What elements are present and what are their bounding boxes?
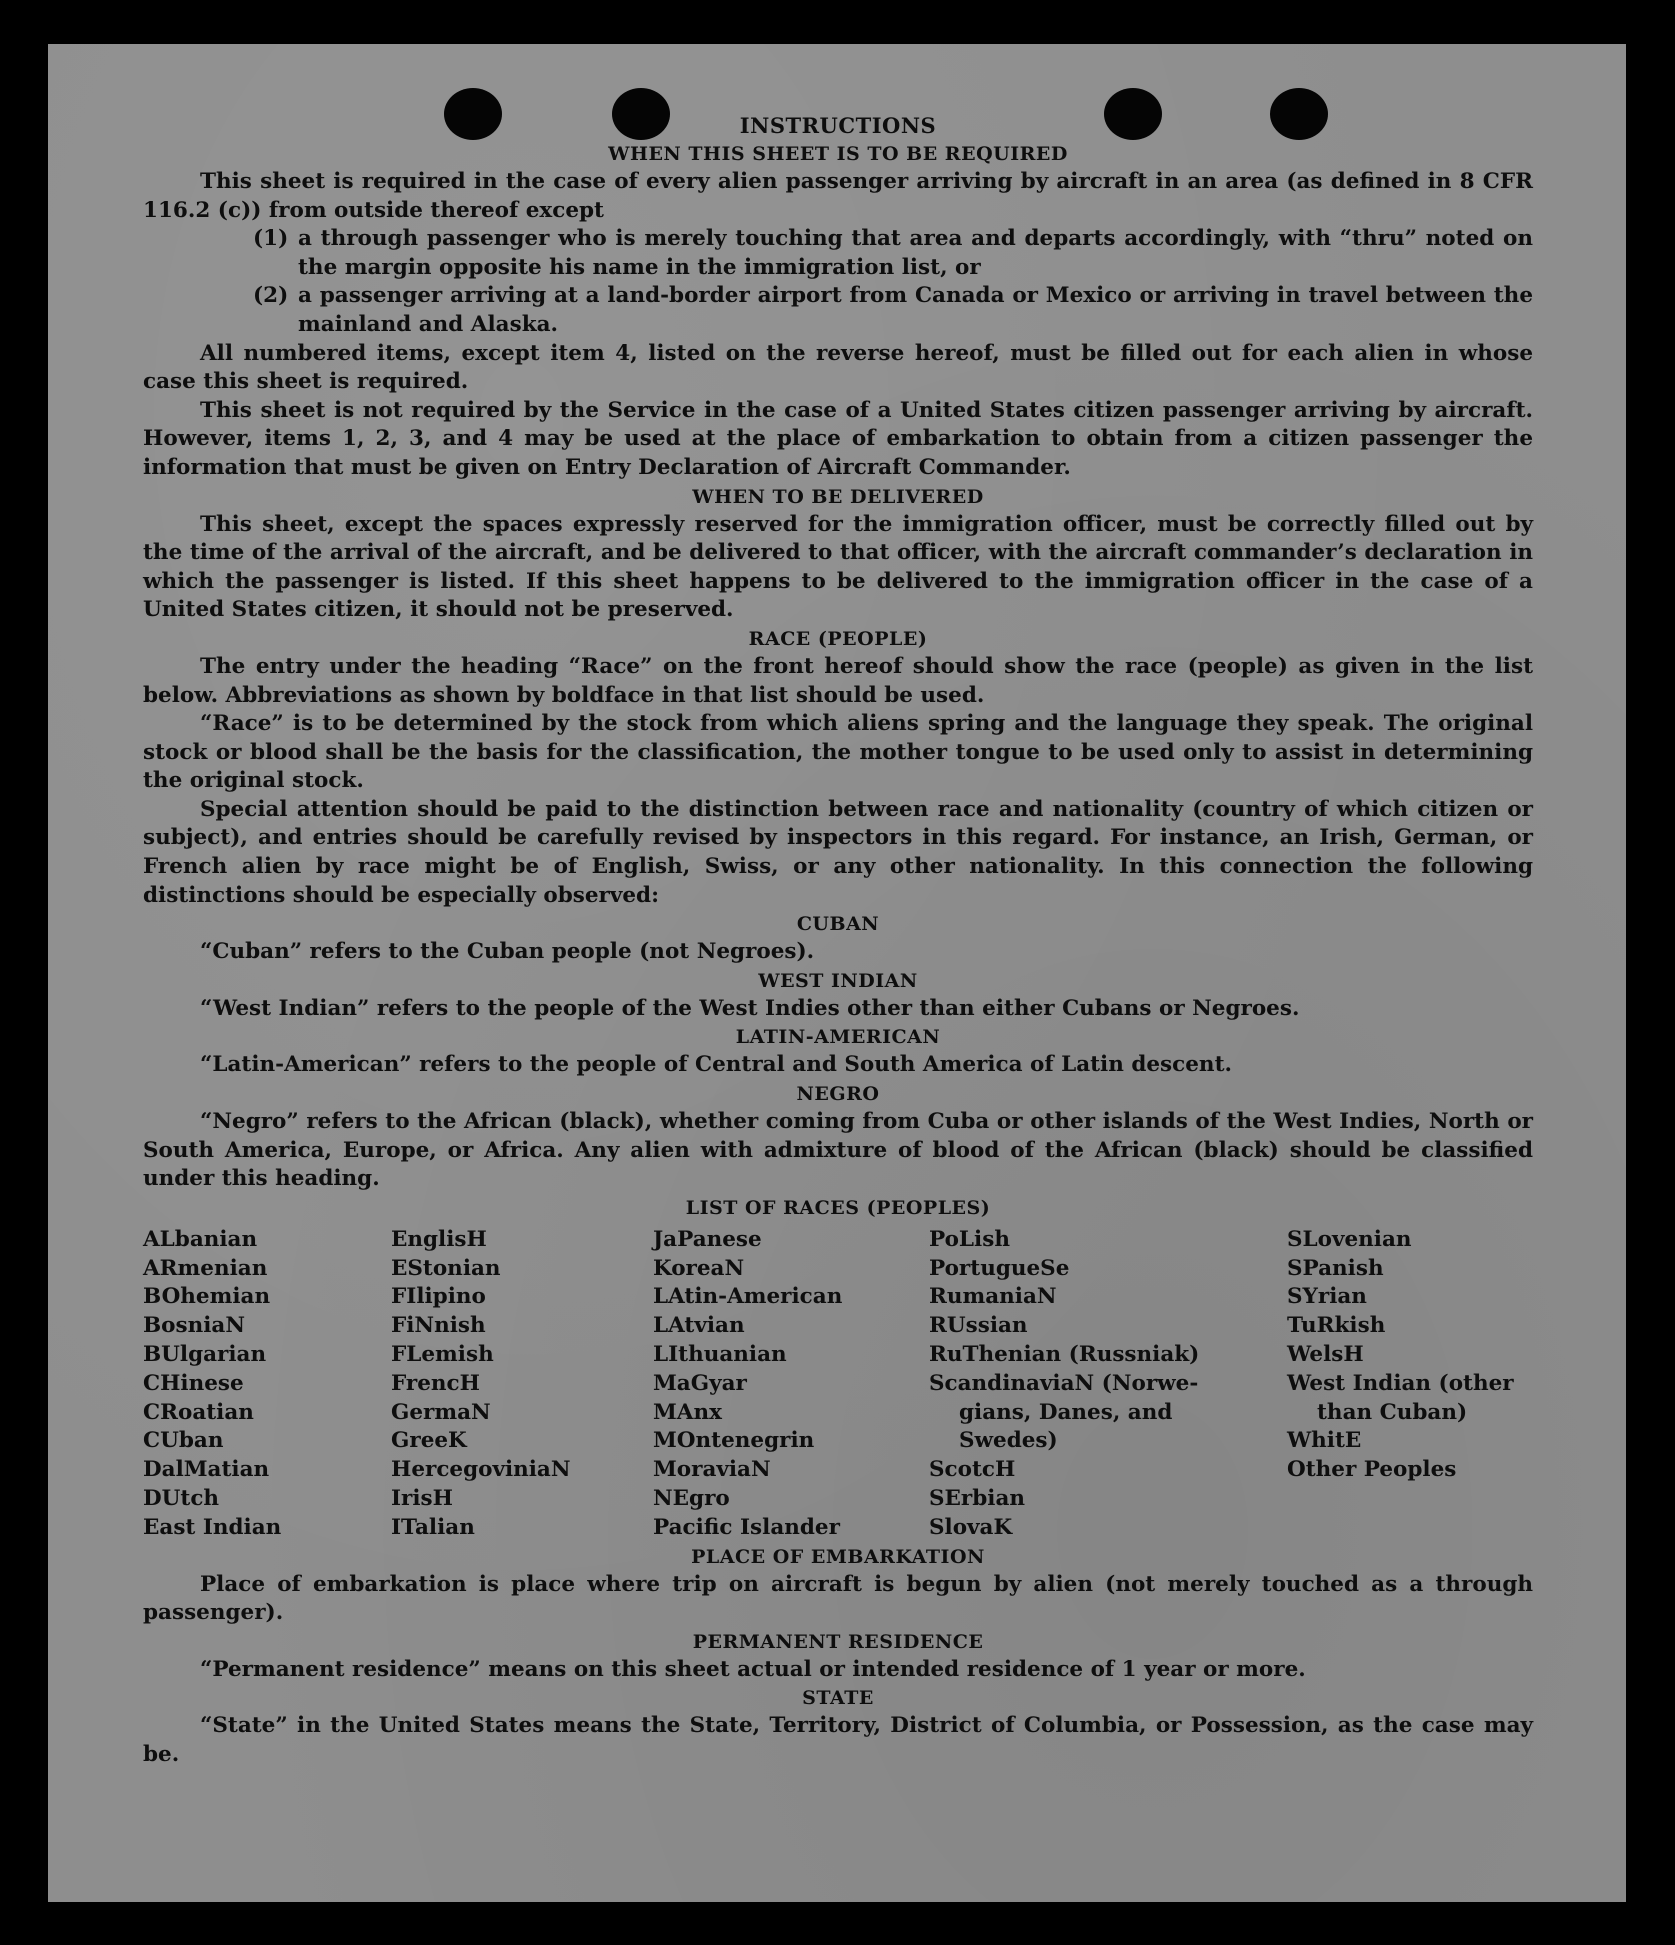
- races-list: [143, 1226, 1533, 1543]
- section-heading: NEGRO: [796, 1083, 880, 1106]
- paragraph: Special attention should be paid to the distinction between race and nationality (country of which citizen or subject), and entries should be carefully revised by inspectors in this regard. For instance, an Irish, German, or French alien by race might be of English, Swiss, or any other nationality. In this connection the following distinctions should be especially observed:: [143, 796, 1533, 908]
- race-item: MAnx: [653, 1399, 722, 1425]
- section-heading: WEST INDIAN: [758, 969, 918, 992]
- paragraph: Place of embarkation is place where trip on aircraft is begun by alien (not merely touched as a through passenger).: [143, 1571, 1533, 1626]
- race-item: TuRkish: [1287, 1313, 1386, 1339]
- race-item: West Indian (other: [1287, 1370, 1514, 1396]
- race-item: KoreaN: [653, 1255, 745, 1281]
- race-item: DalMatian: [143, 1457, 270, 1483]
- item-number: (2): [253, 283, 289, 309]
- races-column: [653, 1226, 929, 1543]
- race-item: DUtch: [143, 1485, 220, 1511]
- race-item: FLemish: [391, 1342, 494, 1367]
- race-item: BUlgarian: [143, 1342, 267, 1367]
- races-column: [1287, 1226, 1533, 1543]
- race-item: PortugueSe: [929, 1255, 1070, 1281]
- race-item: CHinese: [143, 1370, 244, 1396]
- race-item: GermaN: [391, 1399, 491, 1425]
- race-item: FrencH: [391, 1370, 480, 1396]
- race-item: SlovaK: [929, 1514, 1013, 1540]
- exception-item: [253, 225, 1533, 282]
- races-column: [929, 1226, 1287, 1543]
- race-item: RuThenian (Russniak): [929, 1342, 1200, 1367]
- instructions-content: [143, 112, 1533, 1770]
- race-item: ALbanian: [143, 1226, 258, 1252]
- race-item: PoLish: [929, 1226, 1010, 1252]
- section-heading: RACE (PEOPLE): [748, 627, 928, 650]
- page-title: INSTRUCTIONS: [739, 113, 937, 138]
- section-heading: PLACE OF EMBARKATION: [691, 1545, 985, 1568]
- paragraph: “Negro” refers to the African (black), whether coming from Cuba or other islands of the West Indies, North or South America, Europe, or Africa. Any alien with admixture of blood of the African (black) should be classified under this heading.: [143, 1109, 1533, 1192]
- section-heading: CUBAN: [796, 913, 880, 936]
- race-item: MoraviaN: [653, 1457, 771, 1483]
- race-item: SPanish: [1287, 1255, 1384, 1281]
- section-heading: WHEN THIS SHEET IS TO BE REQUIRED: [608, 143, 1068, 165]
- race-item: FIlipino: [391, 1284, 486, 1310]
- race-item: BOhemian: [143, 1284, 271, 1310]
- paragraph: “State” in the United States means the State, Territory, District of Columbia, or Possession, as the case may be.: [143, 1713, 1533, 1767]
- definition: “Permanent residence” means on this sheet actual or intended residence of 1 year or more.: [200, 1656, 1306, 1682]
- race-item: ARmenian: [143, 1255, 268, 1281]
- race-item: MOntenegrin: [653, 1428, 815, 1454]
- definition: “West Indian” refers to the people of the West Indies other than either Cubans or Negroes.: [200, 995, 1300, 1021]
- definition: “Cuban” refers to the Cuban people (not Negroes).: [200, 939, 815, 965]
- race-item: NEgro: [653, 1485, 730, 1511]
- race-item: RUssian: [929, 1313, 1028, 1339]
- paragraph: “Race” is to be determined by the stock from which aliens spring and the language they speak. The original stock or blood shall be the basis for the classification, the mother tongue to be used only to assist in determining the original stock.: [143, 711, 1533, 794]
- paragraph: All numbered items, except item 4, listed on the reverse hereof, must be filled out for each alien in whose case this sheet is required.: [143, 340, 1533, 395]
- section-heading: WHEN TO BE DELIVERED: [692, 485, 984, 508]
- section-heading: LIST OF RACES (PEOPLES): [685, 1196, 991, 1219]
- paragraph: This sheet is required in the case of every alien passenger arriving by aircraft in an area (as defined in 8 CFR 116.2 (c)) from outside thereof except: [143, 169, 1533, 223]
- section-heading: PERMANENT RESIDENCE: [692, 1630, 984, 1653]
- race-item: FiNnish: [391, 1313, 486, 1339]
- race-item: LAtin-American: [653, 1284, 843, 1310]
- document-sheet: [48, 44, 1626, 1902]
- race-item: GreeK: [391, 1428, 467, 1454]
- race-item: ScandinaviaN (Norwe-: [929, 1370, 1199, 1396]
- race-item: Other Peoples: [1287, 1457, 1457, 1483]
- race-item: EStonian: [391, 1255, 501, 1281]
- race-item: ITalian: [391, 1514, 475, 1540]
- race-item: MaGyar: [653, 1370, 747, 1396]
- race-item: JaPanese: [653, 1226, 762, 1252]
- race-item: CRoatian: [143, 1399, 254, 1425]
- race-item: than Cuban): [1317, 1399, 1468, 1425]
- race-item: gians, Danes, and: [959, 1399, 1173, 1425]
- section-heading: STATE: [802, 1687, 874, 1710]
- race-item: BosniaN: [143, 1313, 245, 1339]
- paragraph: This sheet is not required by the Service in the case of a United States citizen passenger arriving by aircraft. However, items 1, 2, 3, and 4 may be used at the place of embarkation to obtain from a citizen passenger the information that must be given on Entry Declaration of Aircraft Commander.: [143, 397, 1533, 480]
- race-item: RumaniaN: [929, 1284, 1057, 1310]
- section-heading: LATIN-AMERICAN: [735, 1026, 941, 1049]
- race-item: SLovenian: [1287, 1226, 1412, 1252]
- race-item: SYrian: [1287, 1284, 1367, 1310]
- race-item: EnglisH: [391, 1226, 487, 1252]
- race-item: HercegoviniaN: [391, 1457, 571, 1483]
- race-item: IrisH: [391, 1485, 453, 1511]
- exception-item: [253, 282, 1533, 339]
- item-number: (1): [253, 226, 289, 252]
- item-text: a passenger arriving at a land-border airport from Canada or Mexico or arriving in travel between the mainland and Alaska.: [298, 283, 1533, 337]
- race-item: LIthuanian: [653, 1342, 787, 1367]
- race-item: WelsH: [1287, 1342, 1364, 1367]
- race-item: Swedes): [959, 1428, 1058, 1454]
- races-column: [143, 1226, 391, 1543]
- race-item: WhitE: [1287, 1428, 1362, 1454]
- paragraph: The entry under the heading “Race” on the front hereof should show the race (people) as given in the list below. Abbreviations as shown by boldface in that list should be used.: [143, 653, 1533, 708]
- race-item: East Indian: [143, 1514, 282, 1540]
- paragraph: This sheet, except the spaces expressly reserved for the immigration officer, must be correctly filled out by the time of the arrival of the aircraft, and be delivered to that officer, with the aircraft commander’s declaration in which the passenger is listed. If this sheet happens to be delivered to the immigration officer in the case of a United States citizen, it should not be preserved.: [143, 511, 1533, 623]
- race-item: LAtvian: [653, 1313, 745, 1339]
- race-item: Pacific Islander: [653, 1514, 840, 1540]
- item-text: a through passenger who is merely touching that area and departs accordingly, with “thru” noted on the margin opposite his name in the immigration list, or: [298, 226, 1533, 280]
- races-column: [391, 1226, 653, 1543]
- race-item: CUban: [143, 1428, 224, 1454]
- race-item: ScotcH: [929, 1457, 1016, 1483]
- race-item: SErbian: [929, 1485, 1026, 1511]
- definition: “Latin-American” refers to the people of Central and South America of Latin descent.: [200, 1052, 1232, 1078]
